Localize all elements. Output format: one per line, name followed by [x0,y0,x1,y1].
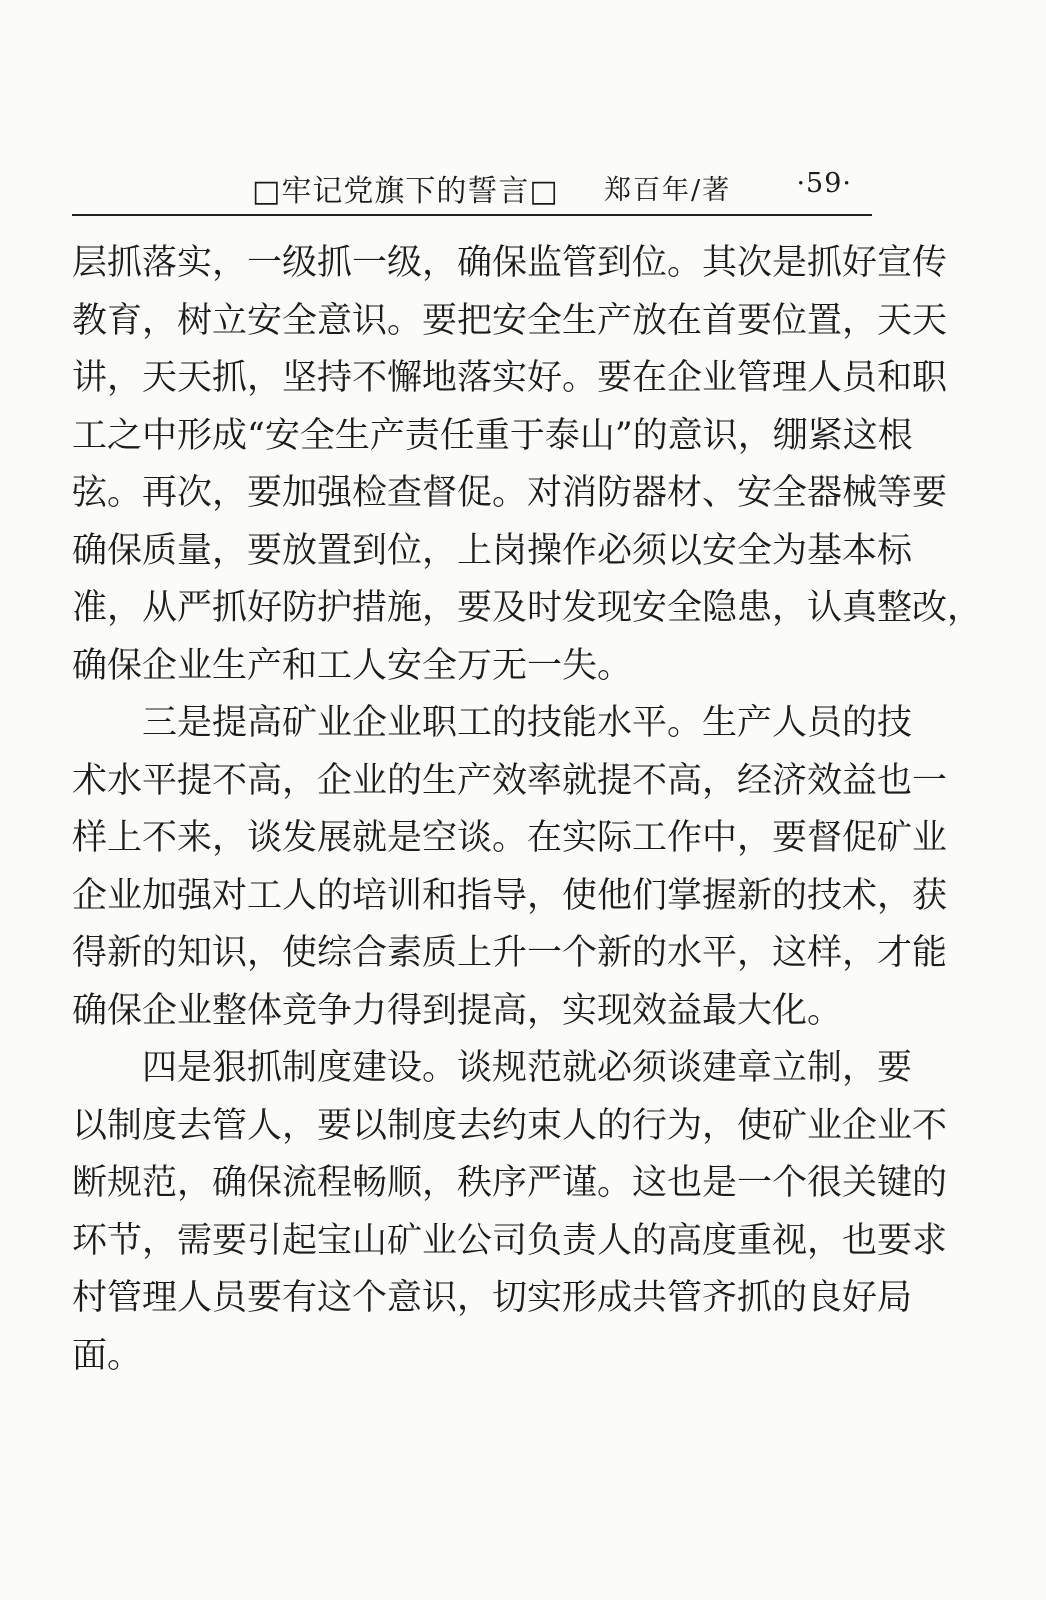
text-line: 村管理人员要有这个意识，切实形成共管齐抓的良好局 [72,1278,913,1318]
text-line: 工之中形成“安全生产责任重于泰山”的意识，绷紧这根 [72,415,913,456]
running-header [72,166,872,209]
header-divider [72,214,872,216]
text-line: 确保企业整体竞争力得到提高，实现效益最大化。 [72,990,843,1031]
text-line: 讲，天天抓，坚持不懈地落实好。要在企业管理人员和职 [72,358,948,398]
body-text [72,239,983,1389]
text-line: 面。 [72,1335,143,1376]
text-line: 样上不来，谈发展就是空谈。在实际工作中，要督促矿业 [72,818,948,858]
paragraph-3 [72,1044,948,1389]
text-line: 准，从严抓好防护措施，要及时发现安全隐患，认真整改， [72,588,983,628]
text-line: 四是狠抓制度建设。谈规范就必须谈建章立制，要 [142,1048,913,1088]
text-line: 确保企业生产和工人安全万无一失。 [72,645,633,686]
text-line: 教育，树立安全意识。要把安全生产放在首要位置，天天 [72,300,948,341]
text-line: 得新的知识，使综合素质上升一个新的水平，这样，才能 [72,933,948,973]
paragraph-1 [72,239,983,699]
text-line: 环节，需要引起宝山矿业公司负责人的高度重视，也要求 [72,1220,948,1261]
paragraph-2 [72,699,948,1044]
text-line: 以制度去管人，要以制度去约束人的行为，使矿业企业不 [72,1105,948,1146]
page-number: ·59· [796,168,852,199]
text-line: 层抓落实，一级抓一级，确保监管到位。其次是抓好宣传 [72,243,948,283]
text-line: 企业加强对工人的培训和指导，使他们掌握新的技术，获 [72,875,948,916]
text-line: 三是提高矿业企业职工的技能水平。生产人员的技 [142,703,913,743]
text-line: 弦。再次，要加强检查督促。对消防器材、安全器械等要 [72,473,948,513]
book-title: □牢记党旗下的誓言□ [252,174,559,209]
text-line: 断规范，确保流程畅顺，秩序严谨。这也是一个很关键的 [72,1163,948,1203]
author-name: 郑百年/著 [604,175,732,206]
text-line: 术水平提不高，企业的生产效率就提不高，经济效益也一 [72,760,948,801]
text-line: 确保质量，要放置到位，上岗操作必须以安全为基本标 [72,530,913,571]
